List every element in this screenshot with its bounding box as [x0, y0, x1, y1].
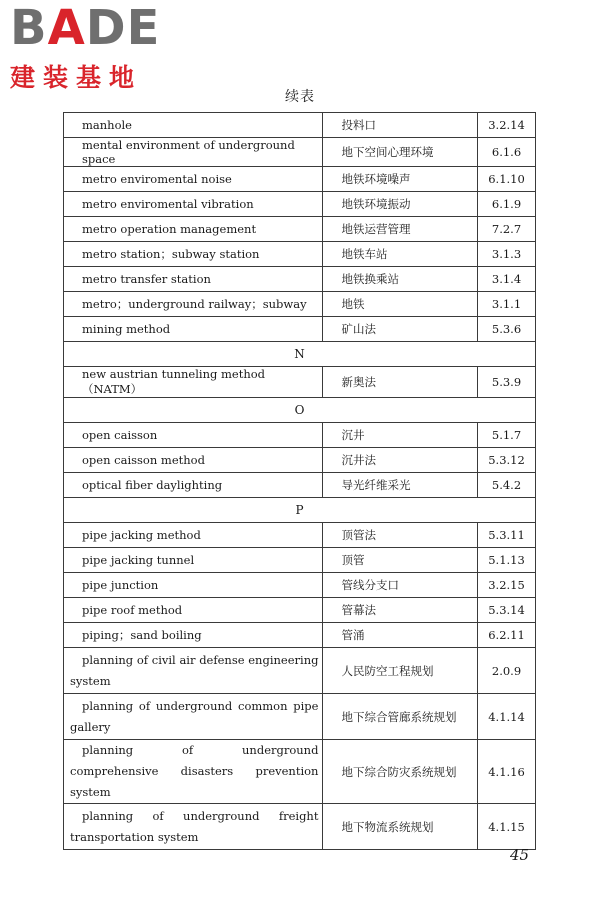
term-english: planning of underground freight transportation system [64, 804, 323, 850]
term-english: planning of underground comprehensive disasters prevention system [64, 740, 323, 804]
section-letter-row [64, 398, 536, 423]
term-chinese: 投料口 [323, 113, 478, 138]
table-row [64, 448, 536, 473]
clause-number: 5.1.13 [478, 548, 536, 573]
clause-number: 5.3.6 [478, 317, 536, 342]
table-row [64, 598, 536, 623]
term-chinese: 地铁运营管理 [323, 217, 478, 242]
clause-number: 6.1.9 [478, 192, 536, 217]
clause-number: 6.1.6 [478, 138, 536, 167]
section-letter: O [64, 398, 536, 423]
clause-number: 5.3.14 [478, 598, 536, 623]
term-chinese: 地下物流系统规划 [323, 804, 478, 850]
section-letter-row [64, 498, 536, 523]
term-english: metro operation management [64, 217, 323, 242]
section-letter: P [64, 498, 536, 523]
term-chinese: 顶管法 [323, 523, 478, 548]
clause-number: 5.1.7 [478, 423, 536, 448]
term-english: metro enviromental noise [64, 167, 323, 192]
term-english: planning of underground common pipe gallery [64, 694, 323, 740]
clause-number: 4.1.14 [478, 694, 536, 740]
term-english: optical fiber daylighting [64, 473, 323, 498]
term-chinese: 导光纤维采光 [323, 473, 478, 498]
table-row [64, 138, 536, 167]
glossary-table [63, 112, 536, 850]
clause-number: 7.2.7 [478, 217, 536, 242]
term-english: pipe roof method [64, 598, 323, 623]
table-row [64, 804, 536, 850]
term-chinese: 地下综合防灾系统规划 [323, 740, 478, 804]
table-row [64, 523, 536, 548]
term-english: pipe jacking tunnel [64, 548, 323, 573]
term-chinese: 新奥法 [323, 367, 478, 398]
term-english: pipe jacking method [64, 523, 323, 548]
table-row [64, 242, 536, 267]
logo-subtitle: 建装基地 [10, 63, 143, 92]
clause-number: 3.1.4 [478, 267, 536, 292]
logo-wordmark: BADE [10, 0, 161, 56]
table-row [64, 473, 536, 498]
table-row [64, 648, 536, 694]
clause-number: 2.0.9 [478, 648, 536, 694]
clause-number: 3.1.3 [478, 242, 536, 267]
term-chinese: 地下综合管廊系统规划 [323, 694, 478, 740]
clause-number: 4.1.16 [478, 740, 536, 804]
table-row [64, 167, 536, 192]
term-english: metro enviromental vibration [64, 192, 323, 217]
term-english: open caisson [64, 423, 323, 448]
table-row [64, 423, 536, 448]
clause-number: 6.2.11 [478, 623, 536, 648]
table-caption: 续表 [285, 89, 315, 105]
table-row [64, 694, 536, 740]
section-letter-row [64, 342, 536, 367]
clause-number: 5.4.2 [478, 473, 536, 498]
term-chinese: 地铁车站 [323, 242, 478, 267]
term-chinese: 矿山法 [323, 317, 478, 342]
term-chinese: 地铁换乘站 [323, 267, 478, 292]
table-row [64, 623, 536, 648]
table-row [64, 367, 536, 398]
term-english: open caisson method [64, 448, 323, 473]
table-row [64, 548, 536, 573]
term-english: metro transfer station [64, 267, 323, 292]
term-english: piping；sand boiling [64, 623, 323, 648]
term-chinese: 地铁环境噪声 [323, 167, 478, 192]
term-chinese: 地铁环境振动 [323, 192, 478, 217]
term-english: pipe junction [64, 573, 323, 598]
term-chinese: 管幕法 [323, 598, 478, 623]
table-row [64, 113, 536, 138]
table-row [64, 267, 536, 292]
page-number: 45 [510, 846, 530, 864]
term-english: metro station；subway station [64, 242, 323, 267]
table-row [64, 317, 536, 342]
term-english: metro；underground railway；subway [64, 292, 323, 317]
term-chinese: 沉井 [323, 423, 478, 448]
term-chinese: 管线分支口 [323, 573, 478, 598]
term-english: mining method [64, 317, 323, 342]
clause-number: 4.1.15 [478, 804, 536, 850]
clause-number: 3.1.1 [478, 292, 536, 317]
term-english: mental environment of underground space [64, 138, 323, 167]
term-chinese: 人民防空工程规划 [323, 648, 478, 694]
clause-number: 5.3.11 [478, 523, 536, 548]
term-english: new austrian tunneling method（NATM） [64, 367, 323, 398]
brand-logo [10, 0, 180, 94]
clause-number: 3.2.15 [478, 573, 536, 598]
table-row [64, 192, 536, 217]
term-english: planning of civil air defense engineering system [64, 648, 323, 694]
clause-number: 5.3.12 [478, 448, 536, 473]
term-chinese: 地铁 [323, 292, 478, 317]
clause-number: 6.1.10 [478, 167, 536, 192]
term-chinese: 顶管 [323, 548, 478, 573]
term-english: manhole [64, 113, 323, 138]
table-row [64, 740, 536, 804]
term-chinese: 管涌 [323, 623, 478, 648]
table-row [64, 573, 536, 598]
section-letter: N [64, 342, 536, 367]
clause-number: 3.2.14 [478, 113, 536, 138]
term-chinese: 地下空间心理环境 [323, 138, 478, 167]
clause-number: 5.3.9 [478, 367, 536, 398]
table-row [64, 217, 536, 242]
term-chinese: 沉井法 [323, 448, 478, 473]
table-row [64, 292, 536, 317]
